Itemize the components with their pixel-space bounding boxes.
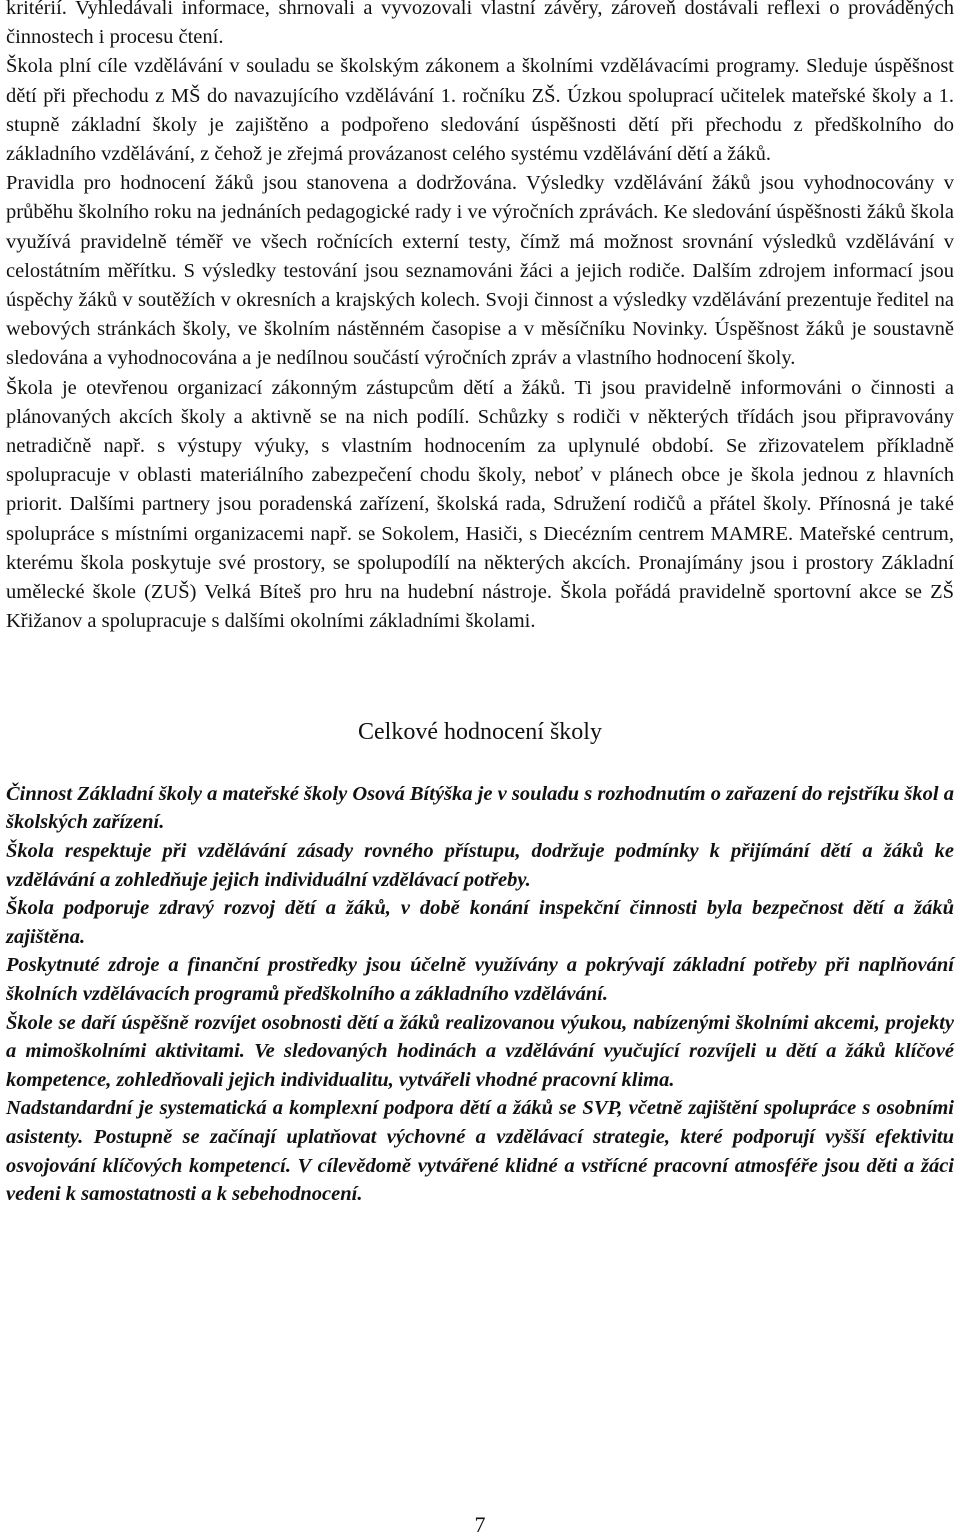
paragraph-educational-goals: Škola plní cíle vzdělávání v souladu se školským zákonem a školními vzdělávacími programy. Sleduje úspěšnost dětí při přechodu z MŠ do navazujícího vzdělávání 1. ročníku ZŠ. Úzkou spoluprací učitelek mateřské školy a 1. stupně základní školy je zajištěno a podpořeno sledování úspěšnosti dětí při přechodu z předškolního do základního vzdělávání, z čehož je zřejmá provázanost celého systému vzdělávání dětí a žáků. xyxy=(6,55,954,166)
spacer xyxy=(6,636,954,665)
section-heading: Celkové hodnocení školy xyxy=(358,718,602,745)
spacer xyxy=(6,695,954,717)
summary-statement-development: Škole se daří úspěšně rozvíjet osobnosti dětí a žáků realizovanou výukou, nabízenými školními akcemi, projekty a mimoškolními aktivitami. Ve sledovaných hodinách a vzdělávání vyučující rozvíjeli u dětí a žáků klíčové kompetence, zohledňovali jejich individualitu, vytvářeli vhodné pracovní klima. xyxy=(6,1011,954,1091)
spacer xyxy=(6,666,954,695)
summary-statement-safety: Škola podporuje zdravý rozvoj dětí a žáků, v době konání inspekční činnosti byla bezpečnost dětí a žáků zajištěna. xyxy=(6,897,954,948)
page-number: 7 xyxy=(474,1512,486,1537)
paragraph-assessment-rules: Pravidla pro hodnocení žáků jsou stanovena a dodržována. Výsledky vzdělávání žáků jsou vyhodnocovány v průběhu školního roku na jednáních pedagogické rady i ve výročních zprávách. Ke sledování úspěšnosti žáků škola využívá pravidelně téměř ve všech ročnících externí testy, čímž má možnost srovnání výsledků vzdělávání v celostátním měřítku. S výsledky testování jsou seznamováni žáci a jejich rodiče. Dalším zdrojem informací jsou úspěchy žáků v soutěžích v okresních a krajských kolech. Svoji činnost a výsledky vzdělávání prezentuje ředitel na webových stránkách školy, ve školním nástěnném časopise a v měsíčníku Novinky. Úspěšnost žáků je soustavně sledována a vyhodnocována a je nedílnou součástí výročních zpráv a vlastního hodnocení školy. xyxy=(6,172,954,370)
spacer xyxy=(6,747,954,780)
document-page xyxy=(6,0,954,1209)
paragraph-partnerships: Škola je otevřenou organizací zákonným zástupcům dětí a žáků. Ti jsou pravidelně informováni o činnosti a plánovaných akcích školy a aktivně se na nich podílí. Schůzky s rodiči v některých třídách jsou připravovány netradičně např. s výstupy výuky, s vlastním hodnocením za uplynulé období. Se zřizovatelem příkladně spolupracuje v oblasti materiálního zabezpečení chodu školy, neboť v plánech obce je škola jednou z hlavních priorit. Dalšími partnery jsou poradenská zařízení, školská rada, Sdružení rodičů a přátel školy. Přínosná je také spolupráce s místními organizacemi např. se Sokolem, Hasiči, s Diecézním centrem MAMRE. Mateřské centrum, kterému škola poskytuje své prostory, se spolupodílí na některých akcích. Pronajímány jsou i prostory Základní umělecké škole (ZUŠ) Velká Bíteš pro hru na hudební nástroje. Škola pořádá pravidelně sportovní akce se ZŠ Křižanov a spolupracuje s dalšími okolními základními školami. xyxy=(6,376,954,633)
summary-statement-equal-access: Škola respektuje při vzdělávání zásady rovného přístupu, dodržuje podmínky k přijímání dětí a žáků ke vzdělávání a zohledňuje jejich individuální vzdělávací potřeby. xyxy=(6,840,954,891)
summary-statement-compliance: Činnost Základní školy a mateřské školy Osová Bítýška je v souladu s rozhodnutím o zařazení do rejstříku škol a školských zařízení. xyxy=(6,782,954,834)
paragraph-reading-reflection: kritérií. Vyhledávali informace, shrnovali a vyvozovali vlastní závěry, zároveň dostávali reflexi o prováděných činnostech i procesu čtení. xyxy=(6,0,954,49)
summary-statement-resources: Poskytnuté zdroje a finanční prostředky jsou účelně využívány a pokrývají základní potřeby při naplňování školních vzdělávacích programů předškolního a základního vzdělávání. xyxy=(6,954,954,1005)
summary-statement-support: Nadstandardní je systematická a komplexní podpora dětí a žáků se SVP, včetně zajištění spolupráce s osobními asistenty. Postupně se začínají uplatňovat výchovné a vzdělávací strategie, které podporují vyšší efektivitu osvojování klíčových kompetencí. V cílevědomě vytvářené klidné a vstřícné pracovní atmosféře jsou děti a žáci vedeni k samostatnosti a k sebehodnocení. xyxy=(6,1097,954,1206)
